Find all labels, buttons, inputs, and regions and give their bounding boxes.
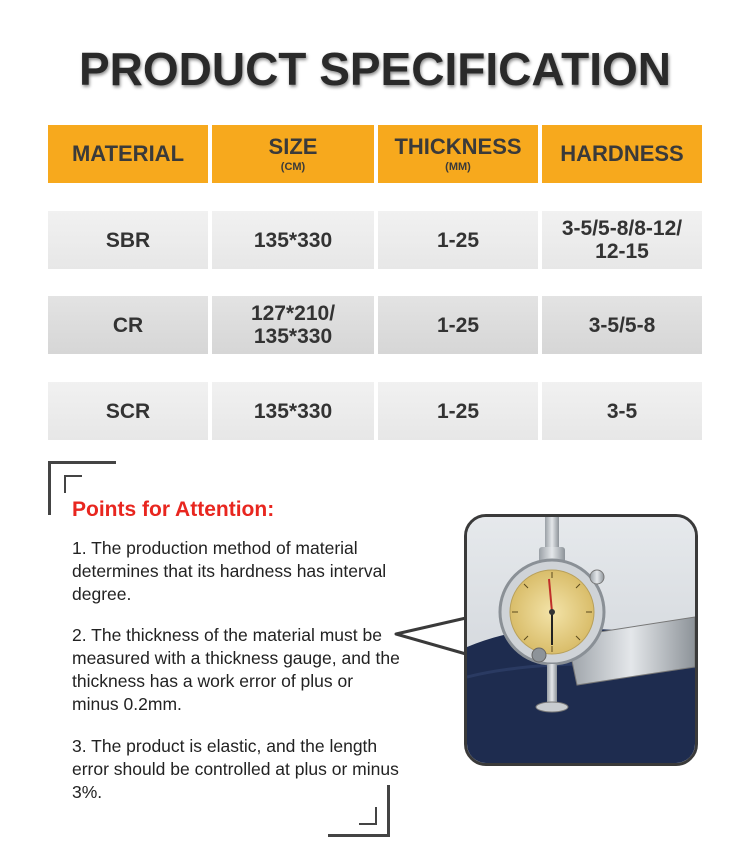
- cell-text: 127*210/: [250, 302, 336, 325]
- cell-text: CR: [112, 313, 144, 337]
- cell-material: [48, 211, 208, 269]
- header-thickness-unit: (MM): [445, 161, 471, 173]
- cell-text: SCR: [105, 399, 151, 423]
- page-title: PRODUCT SPECIFICATION: [78, 43, 672, 95]
- header-size-unit: (CM): [280, 161, 306, 173]
- cell-hardness: [542, 211, 702, 269]
- cell-text: 3-5/5-8/8-12/: [561, 217, 683, 240]
- header-size-label: SIZE: [268, 134, 318, 159]
- thickness-gauge-icon: [467, 517, 695, 763]
- header-material-label: MATERIAL: [71, 141, 185, 166]
- cell-text: SBR: [105, 228, 151, 252]
- cell-text: 12-15: [595, 240, 649, 263]
- table-row: [48, 296, 700, 354]
- header-size: [212, 125, 374, 183]
- cell-thickness: [378, 382, 538, 440]
- cell-text: 3-5: [606, 399, 638, 423]
- cell-size: [212, 296, 374, 354]
- header-hardness-label: HARDNESS: [560, 141, 684, 166]
- table-header-row: [48, 125, 700, 183]
- header-thickness-label: THICKNESS: [394, 134, 522, 159]
- cell-material: [48, 296, 208, 354]
- thickness-gauge-photo: [464, 514, 698, 766]
- attention-title: Points for Attention:: [72, 498, 275, 521]
- cell-material: [48, 382, 208, 440]
- header-hardness: [542, 125, 702, 183]
- cell-text: 1-25: [436, 399, 480, 423]
- header-material: [48, 125, 208, 183]
- table-row: [48, 211, 700, 269]
- cell-thickness: [378, 296, 538, 354]
- corner-bracket-bottom-right-inner: [359, 807, 377, 825]
- cell-text: 1-25: [436, 313, 480, 337]
- cell-text: 135*330: [253, 399, 333, 423]
- table-row: [48, 382, 700, 440]
- cell-size: [212, 211, 374, 269]
- cell-hardness: [542, 382, 702, 440]
- cell-text: 3-5/5-8: [588, 313, 656, 337]
- cell-hardness: [542, 296, 702, 354]
- corner-bracket-top-left-inner: [64, 475, 82, 493]
- header-thickness: [378, 125, 538, 183]
- cell-text: 135*330: [253, 228, 333, 252]
- callout-pointer: [392, 610, 468, 670]
- attention-point: 2. The thickness of the material must be measured with a thickness gauge, and the thickness has a work error of plus or minus 0.2mm.: [72, 625, 400, 714]
- cell-text: 135*330: [253, 325, 333, 348]
- attention-point: 1. The production method of material determines that its hardness has interval degree.: [72, 538, 387, 604]
- cell-size: [212, 382, 374, 440]
- attention-point: 3. The product is elastic, and the length error should be controlled at plus or minus 3%.: [72, 736, 399, 802]
- cell-thickness: [378, 211, 538, 269]
- cell-text: 1-25: [436, 228, 480, 252]
